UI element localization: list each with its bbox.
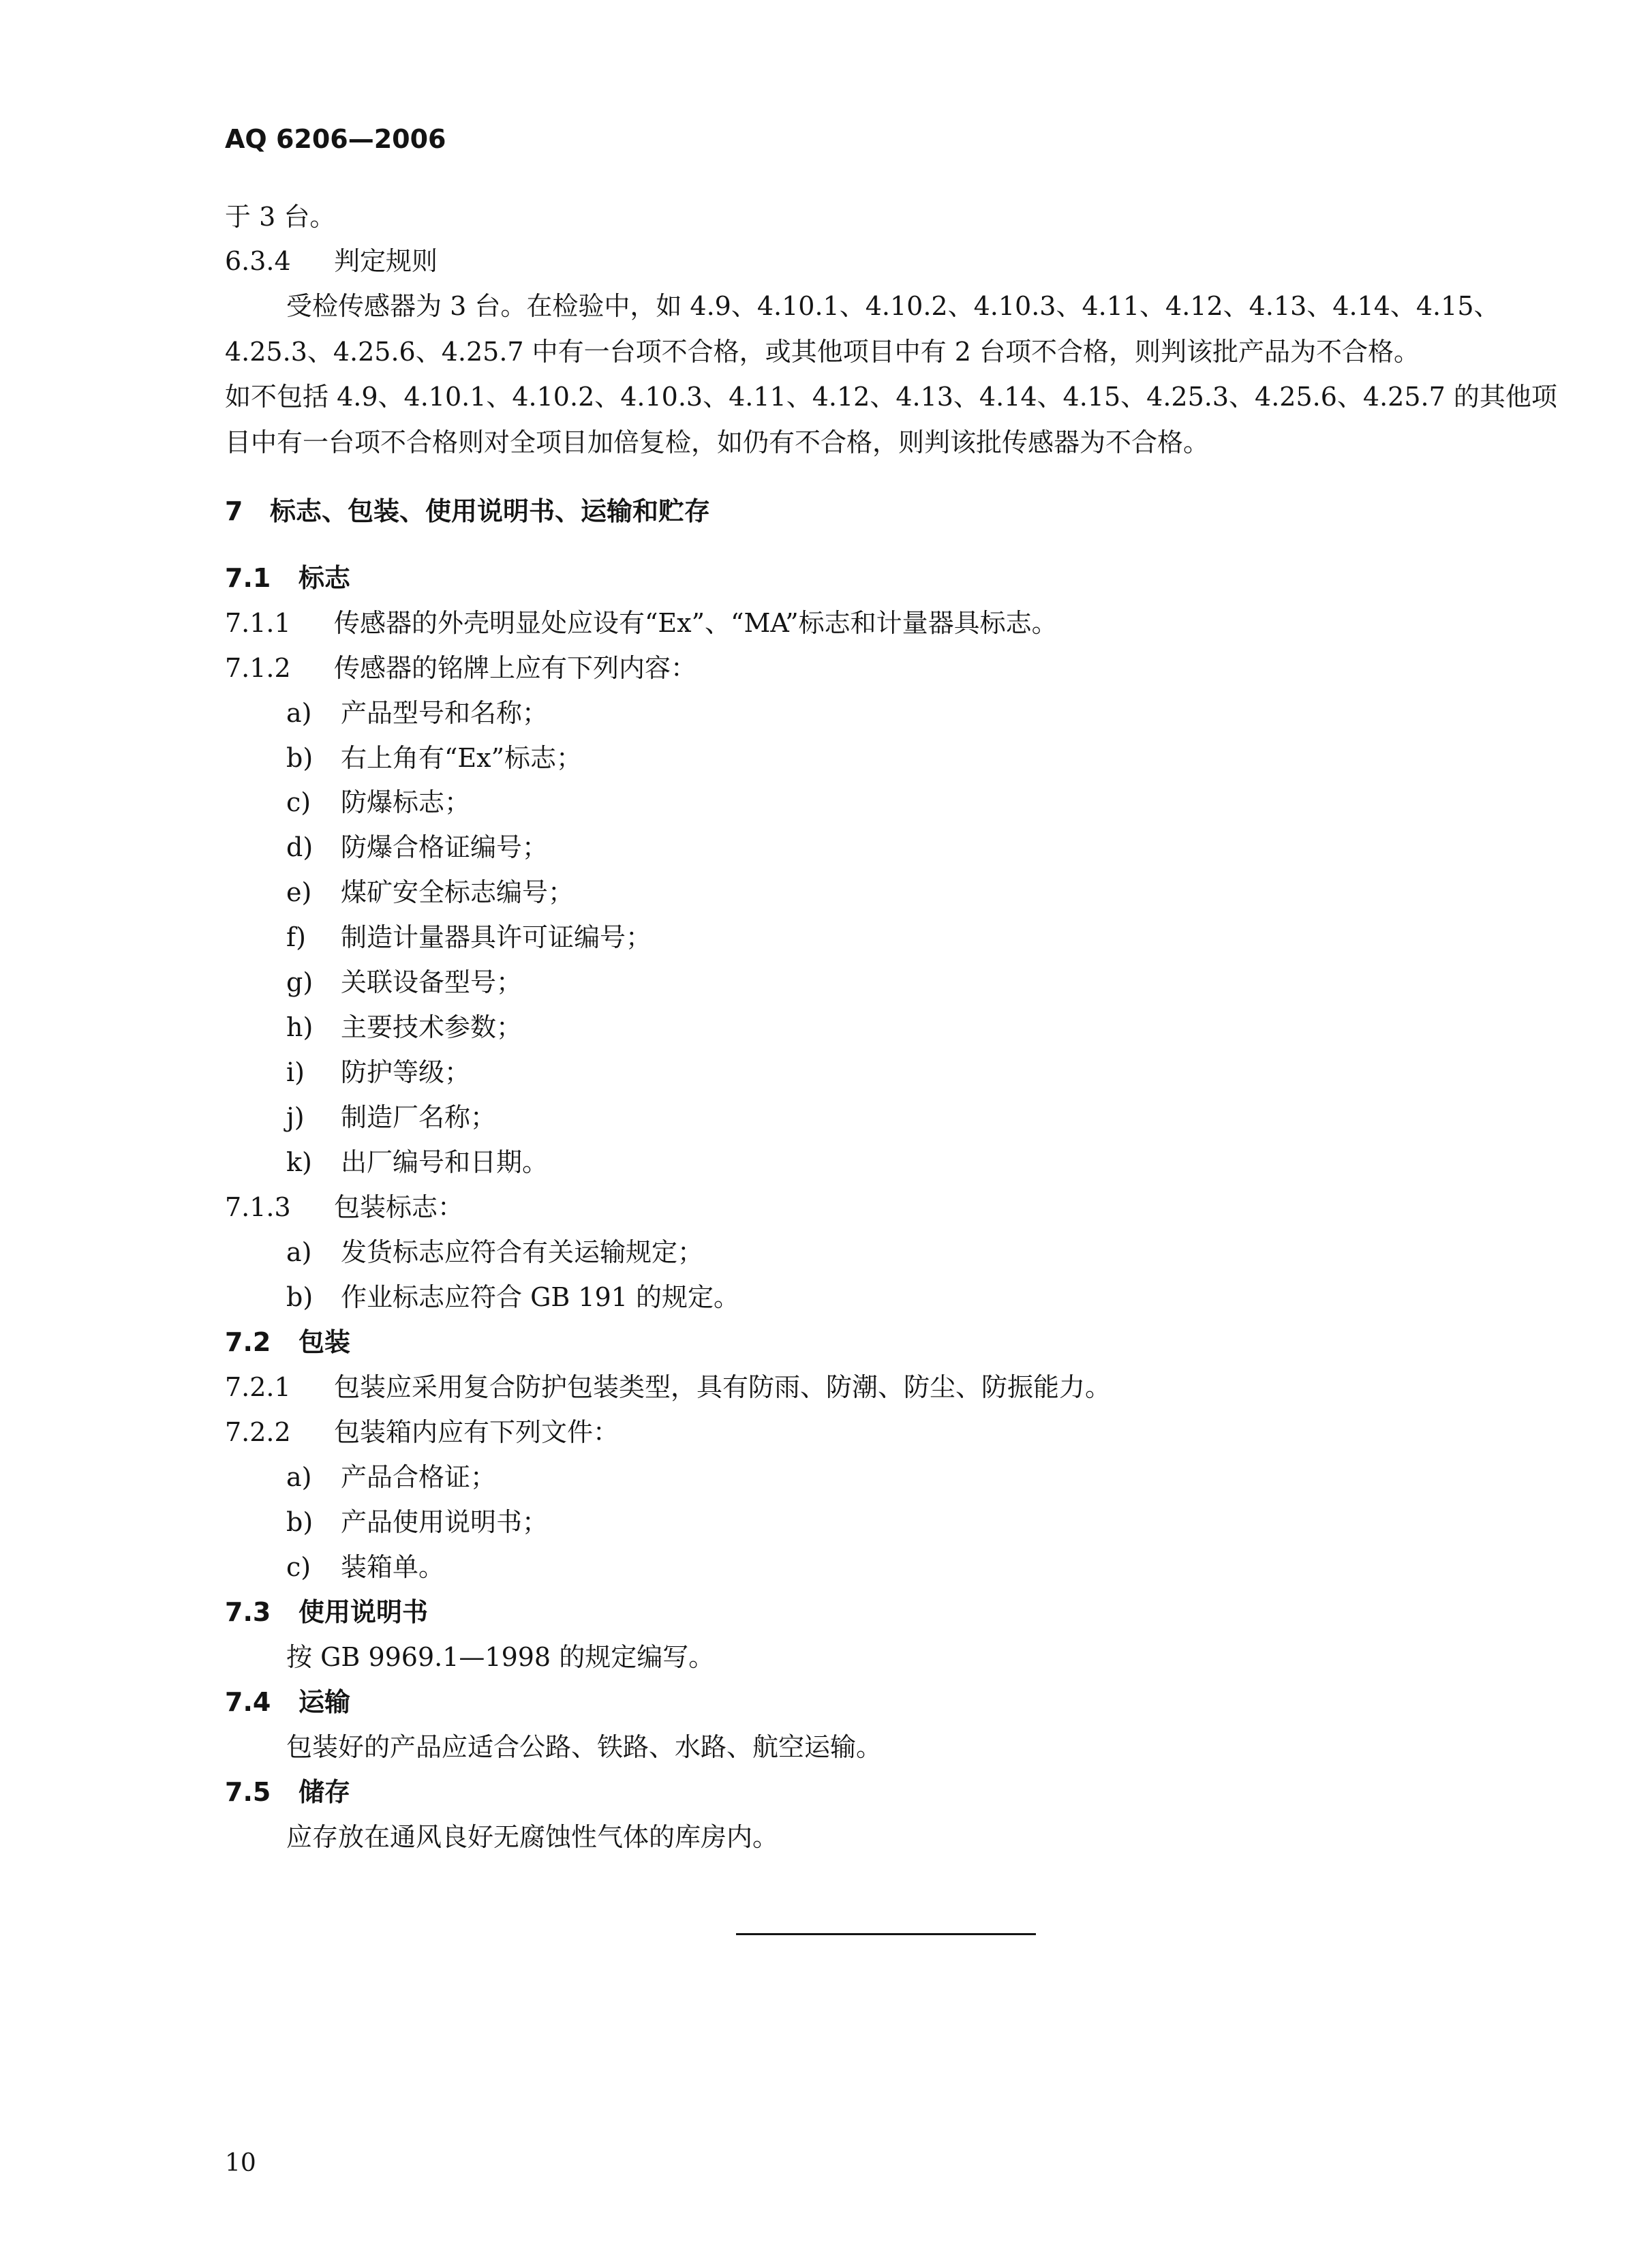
clause-number: 6.3.4 bbox=[225, 246, 291, 276]
list-item bbox=[286, 740, 582, 776]
clause-number: 7.1.2 bbox=[225, 653, 291, 683]
list-text: 作业标志应符合 GB 191 的规定。 bbox=[341, 1282, 740, 1312]
list-label: g) bbox=[286, 967, 313, 997]
list-item bbox=[286, 785, 470, 820]
list-item bbox=[286, 920, 652, 955]
list-label: a) bbox=[286, 1237, 312, 1267]
clause-6-3-4-line-1: 受检传感器为 3 台。在检验中，如 4.9、4.10.1、4.10.2、4.10.3、4.11、4.12、4.13、4.14、4.15、 bbox=[286, 291, 1500, 321]
list-text: 制造厂名称； bbox=[341, 1102, 497, 1132]
chapter-7-heading bbox=[225, 494, 710, 529]
list-text: 关联设备型号； bbox=[341, 967, 523, 997]
list-text: 产品合格证； bbox=[341, 1462, 497, 1492]
clause-number: 7.2.1 bbox=[225, 1372, 291, 1402]
doc-code-header: AQ 6206—2006 bbox=[225, 124, 446, 154]
section-number: 7.3 bbox=[225, 1597, 271, 1627]
section-number: 7.4 bbox=[225, 1687, 271, 1717]
list-label: f) bbox=[286, 922, 306, 952]
clause-7-1-1 bbox=[225, 605, 1058, 641]
section-7-5-text: 应存放在通风良好无腐蚀性气体的库房内。 bbox=[286, 1822, 779, 1852]
list-text: 制造计量器具许可证编号； bbox=[341, 922, 652, 952]
list-text: 发货标志应符合有关运输规定； bbox=[341, 1237, 704, 1267]
list-text: 防护等级； bbox=[341, 1057, 471, 1087]
section-number: 7.2 bbox=[225, 1327, 271, 1357]
list-item bbox=[286, 695, 548, 731]
list-label: b) bbox=[286, 1507, 313, 1537]
section-number: 7.1 bbox=[225, 563, 271, 593]
section-7-3-text: 按 GB 9969.1—1998 的规定编写。 bbox=[286, 1642, 715, 1672]
section-number: 7.5 bbox=[225, 1777, 271, 1807]
section-7-4-heading bbox=[225, 1684, 350, 1720]
list-label: c) bbox=[286, 1552, 311, 1582]
list-item bbox=[286, 965, 522, 1000]
section-7-2-heading bbox=[225, 1324, 350, 1360]
list-item bbox=[286, 875, 574, 910]
section-7-1-heading bbox=[225, 560, 350, 596]
list-item bbox=[286, 1459, 496, 1495]
list-label: b) bbox=[286, 1282, 313, 1312]
clause-6-3-4-line-2: 4.25.3、4.25.6、4.25.7 中有一台项不合格，或其他项目中有 2 台项不合格，则判该批产品为不合格。 bbox=[225, 337, 1420, 367]
clause-title: 判定规则 bbox=[334, 246, 438, 276]
list-item bbox=[286, 1549, 444, 1585]
chapter-number: 7 bbox=[225, 496, 243, 526]
list-item bbox=[286, 1234, 703, 1270]
clause-text: 传感器的外壳明显处应设有“Ex”、“MA”标志和计量器具标志。 bbox=[334, 608, 1058, 638]
clause-7-2-2 bbox=[225, 1414, 619, 1450]
section-title: 包装 bbox=[299, 1327, 351, 1357]
list-item bbox=[286, 830, 548, 865]
clause-6-3-4-line-3: 如不包括 4.9、4.10.1、4.10.2、4.10.3、4.11、4.12、4.13、4.14、4.15、4.25.3、4.25.6、4.25.7 的其他项 bbox=[225, 382, 1557, 412]
list-label: h) bbox=[286, 1012, 313, 1042]
list-text: 防爆标志； bbox=[341, 787, 471, 817]
list-item bbox=[286, 1010, 522, 1045]
list-label: d) bbox=[286, 832, 313, 862]
section-title: 标志 bbox=[299, 563, 351, 593]
clause-7-1-2 bbox=[225, 650, 697, 686]
list-label: j) bbox=[286, 1102, 305, 1132]
section-7-3-heading bbox=[225, 1594, 428, 1630]
section-7-5-heading bbox=[225, 1774, 350, 1810]
page-number: 10 bbox=[225, 2149, 256, 2177]
list-text: 煤矿安全标志编号； bbox=[341, 877, 575, 907]
section-7-4-text: 包装好的产品应适合公路、铁路、水路、航空运输。 bbox=[286, 1732, 883, 1762]
clause-7-2-1 bbox=[225, 1369, 1111, 1405]
list-label: a) bbox=[286, 1462, 312, 1492]
section-title: 运输 bbox=[299, 1687, 351, 1717]
clause-6-3-4-heading bbox=[225, 243, 438, 279]
list-text: 装箱单。 bbox=[341, 1552, 445, 1582]
list-label: c) bbox=[286, 787, 311, 817]
list-item bbox=[286, 1144, 548, 1180]
list-text: 产品使用说明书； bbox=[341, 1507, 549, 1537]
clause-text: 传感器的铭牌上应有下列内容： bbox=[334, 653, 697, 683]
list-item bbox=[286, 1099, 496, 1135]
list-item bbox=[286, 1279, 739, 1315]
clause-text: 包装箱内应有下列文件： bbox=[334, 1417, 620, 1447]
clause-text: 包装标志： bbox=[334, 1192, 464, 1222]
end-of-document-rule bbox=[736, 1933, 1036, 1935]
continuation-line: 于 3 台。 bbox=[225, 202, 336, 232]
list-item bbox=[286, 1504, 548, 1540]
list-text: 主要技术参数； bbox=[341, 1012, 523, 1042]
clause-7-1-3 bbox=[225, 1189, 463, 1225]
list-label: a) bbox=[286, 698, 312, 728]
clause-number: 7.1.3 bbox=[225, 1192, 291, 1222]
clause-number: 7.1.1 bbox=[225, 608, 291, 638]
list-text: 出厂编号和日期。 bbox=[341, 1147, 549, 1177]
clause-number: 7.2.2 bbox=[225, 1417, 291, 1447]
list-text: 防爆合格证编号； bbox=[341, 832, 549, 862]
list-item bbox=[286, 1054, 470, 1090]
list-label: e) bbox=[286, 877, 312, 907]
list-text: 右上角有“Ex”标志； bbox=[341, 743, 583, 773]
section-title: 储存 bbox=[299, 1777, 351, 1807]
list-text: 产品型号和名称； bbox=[341, 698, 549, 728]
list-label: b) bbox=[286, 743, 313, 773]
section-title: 使用说明书 bbox=[299, 1597, 429, 1627]
list-label: i) bbox=[286, 1057, 305, 1087]
clause-text: 包装应采用复合防护包装类型，具有防雨、防潮、防尘、防振能力。 bbox=[334, 1372, 1112, 1402]
chapter-title: 标志、包装、使用说明书、运输和贮存 bbox=[270, 496, 711, 526]
list-label: k) bbox=[286, 1147, 312, 1177]
clause-6-3-4-line-4: 目中有一台项不合格则对全项目加倍复检，如仍有不合格，则判该批传感器为不合格。 bbox=[225, 427, 1210, 457]
